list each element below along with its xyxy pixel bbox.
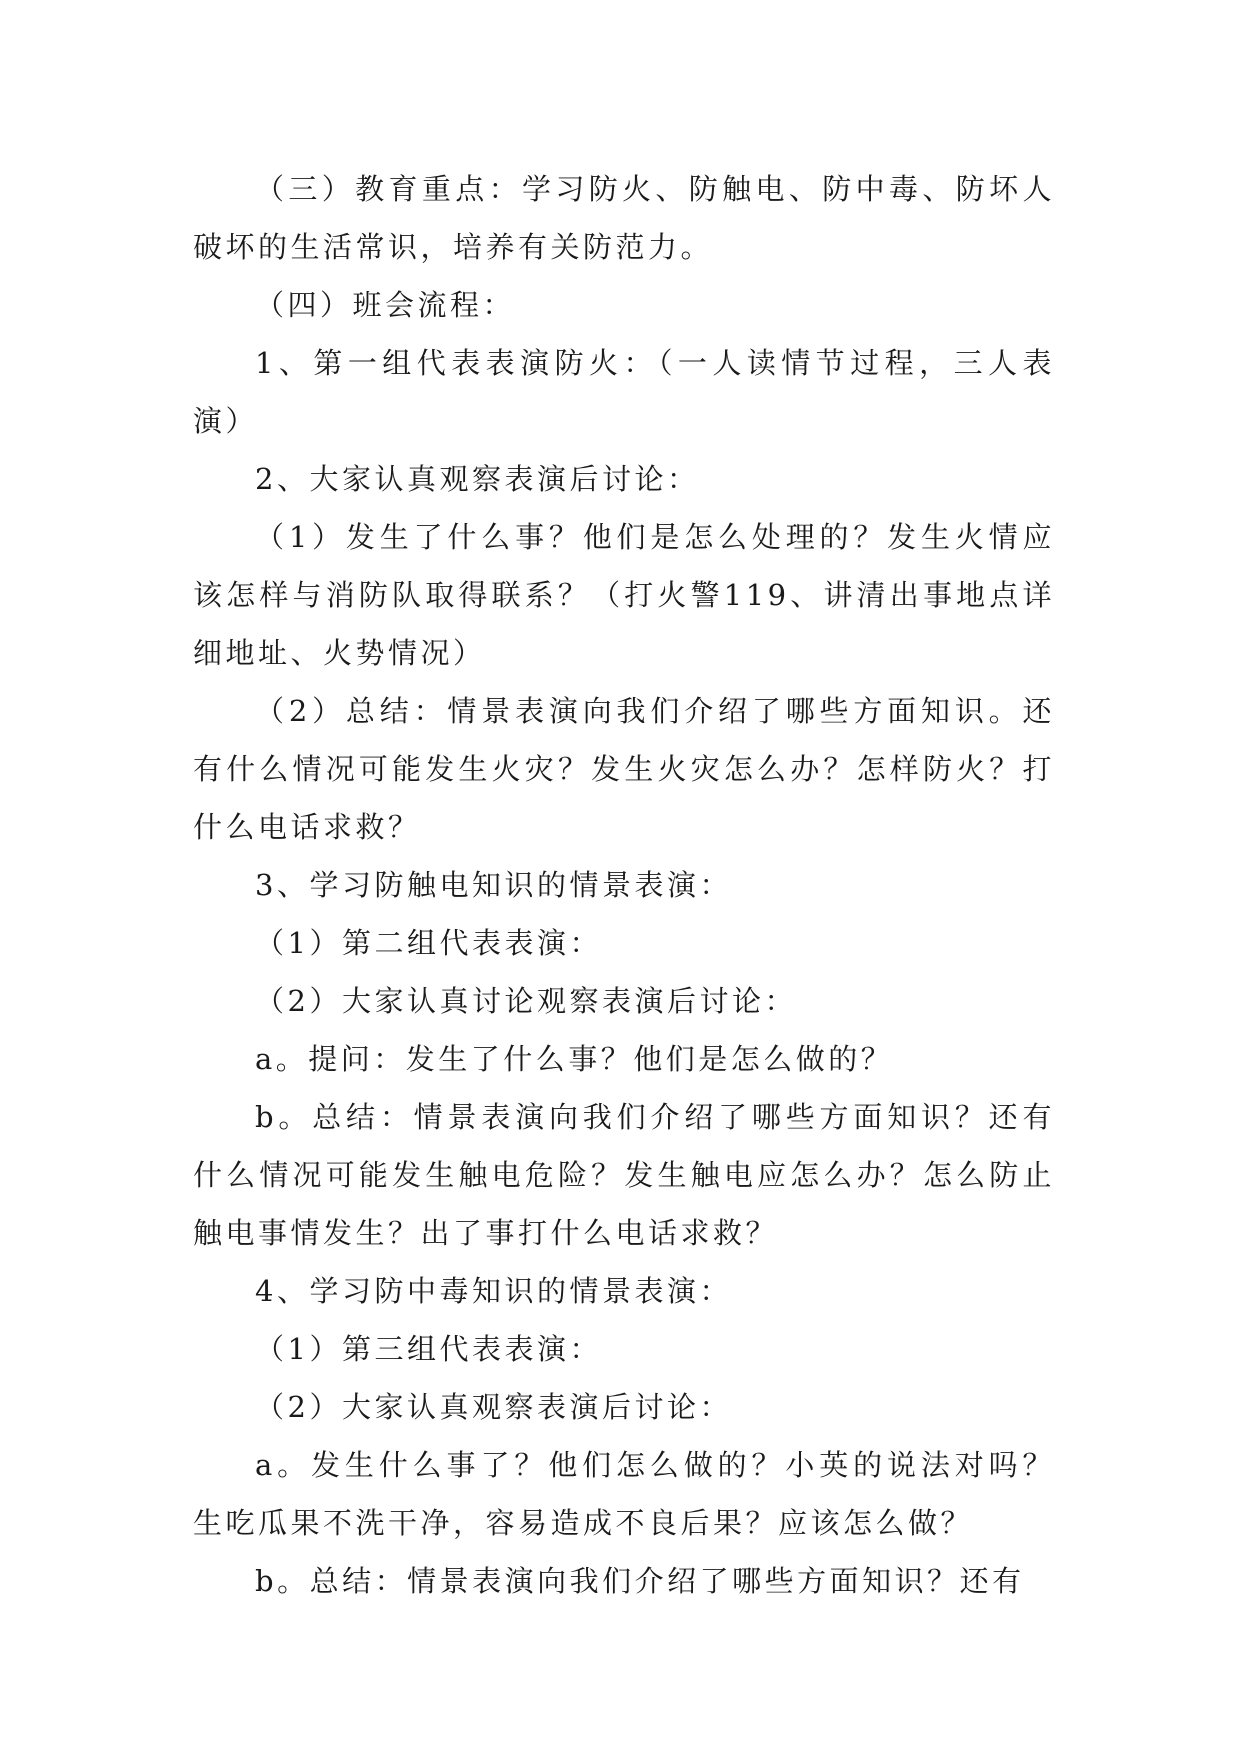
- paragraph-step-4-item-1: （1）第三组代表表演：: [255, 1332, 602, 1366]
- paragraph-step-3-item-a: a。提问：发生了什么事？他们是怎么做的？: [255, 1042, 894, 1076]
- paragraph-step-2: 2、大家认真观察表演后讨论：: [255, 462, 700, 496]
- paragraph-step-4: 4、学习防中毒知识的情景表演：: [255, 1274, 732, 1308]
- paragraph-step-3-item-1: （1）第二组代表表演：: [255, 926, 602, 960]
- paragraph-step-3: 3、学习防触电知识的情景表演：: [255, 868, 732, 902]
- paragraph-meeting-process: （四）班会流程：: [255, 288, 516, 322]
- paragraph-step-3-item-2: （2）大家认真讨论观察表演后讨论：: [255, 984, 797, 1018]
- paragraph-step-4-item-b: b。总结：情景表演向我们介绍了哪些方面知识？还有: [255, 1564, 1025, 1598]
- paragraph-step-2-item-2: （2）总结：情景表演向我们介绍了哪些方面知识。还有什么情况可能发生火灾？发生火灾怎么办？怎样防火？打什么电话求救？: [193, 694, 1055, 844]
- paragraph-education-focus: （三）教育重点：学习防火、防触电、防中毒、防坏人破坏的生活常识，培养有关防范力。: [193, 172, 1055, 264]
- paragraph-step-2-item-1: （1）发生了什么事？他们是怎么处理的？发生火情应该怎样与消防队取得联系？（打火警119、讲清出事地点详细地址、火势情况）: [193, 520, 1055, 670]
- paragraph-step-4-item-2: （2）大家认真观察表演后讨论：: [255, 1390, 732, 1424]
- document-body: [193, 160, 1055, 1610]
- paragraph-step-1: 1、第一组代表表演防火：（一人读情节过程，三人表演）: [193, 346, 1055, 438]
- paragraph-step-3-item-b: b。总结：情景表演向我们介绍了哪些方面知识？还有什么情况可能发生触电危险？发生触电应怎么办？怎么防止触电事情发生？出了事打什么电话求救？: [193, 1100, 1055, 1250]
- paragraph-step-4-item-a: a。发生什么事了？他们怎么做的？小英的说法对吗？生吃瓜果不洗干净，容易造成不良后果？应该怎么做？: [193, 1448, 1055, 1540]
